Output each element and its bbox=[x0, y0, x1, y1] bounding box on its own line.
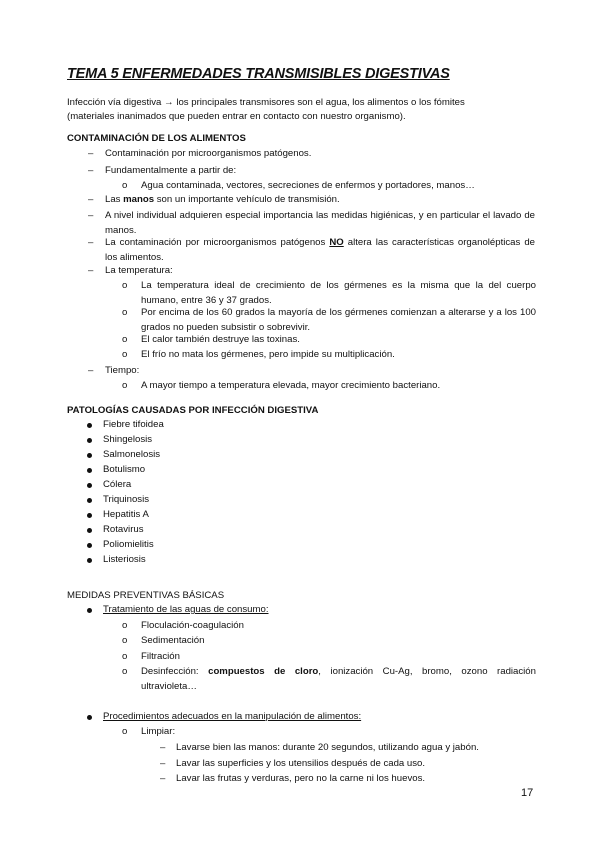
circle-marker: o bbox=[122, 307, 128, 318]
disease-item: Shingelosis bbox=[103, 434, 153, 445]
dash-marker: – bbox=[88, 194, 94, 205]
bullet-dot bbox=[87, 438, 92, 443]
bullet-dot bbox=[87, 608, 92, 613]
list-item: Contaminación por microorganismos patógenos. bbox=[105, 148, 312, 159]
list-item: Sedimentación bbox=[141, 635, 205, 646]
list-item: Tiempo: bbox=[105, 365, 140, 376]
bullet-dot bbox=[87, 715, 92, 720]
circle-marker: o bbox=[122, 380, 128, 391]
list-item: El calor también destruye las toxinas. bbox=[141, 334, 300, 345]
dash-marker: – bbox=[88, 237, 94, 248]
list-item: Lavarse bien las manos: durante 20 segundos, utilizando agua y jabón. bbox=[176, 742, 479, 753]
disease-item: Poliomielitis bbox=[103, 539, 154, 550]
page-number: 17 bbox=[521, 787, 534, 799]
circle-marker: o bbox=[122, 635, 128, 646]
bullet-dot bbox=[87, 483, 92, 488]
bullet-dot bbox=[87, 498, 92, 503]
dash-marker: – bbox=[88, 165, 94, 176]
disease-item: Salmonelosis bbox=[103, 449, 161, 460]
bullet-dot bbox=[87, 543, 92, 548]
section-heading-prevention: MEDIDAS PREVENTIVAS BÁSICAS bbox=[67, 590, 225, 601]
disease-item: Rotavirus bbox=[103, 524, 144, 535]
circle-marker: o bbox=[122, 280, 128, 291]
intro-line-2: (materiales inanimados que pueden entrar en contacto con nuestro organismo). bbox=[67, 111, 406, 122]
disease-item: Cólera bbox=[103, 479, 132, 490]
intro-line-1: Infección vía digestiva → los principales transmisores son el agua, los alimentos o los fómites bbox=[67, 97, 465, 108]
circle-marker: o bbox=[122, 726, 128, 737]
bullet-dot bbox=[87, 513, 92, 518]
list-item: Desinfección: compuestos de cloro, ionización Cu-Ag, bromo, ozono radiación ultravioleta… bbox=[141, 666, 536, 692]
bold-text: manos bbox=[123, 194, 155, 205]
circle-marker: o bbox=[122, 349, 128, 360]
dash-marker: – bbox=[88, 210, 94, 221]
list-item: Floculación-coagulación bbox=[141, 620, 244, 631]
list-item: Agua contaminada, vectores, secreciones de enfermos y portadores, manos… bbox=[141, 180, 475, 191]
circle-marker: o bbox=[122, 180, 128, 191]
dash-marker: – bbox=[88, 365, 94, 376]
list-item: La temperatura: bbox=[105, 265, 173, 276]
bold-text: compuestos de cloro bbox=[208, 666, 319, 677]
list-item: Filtración bbox=[141, 651, 180, 662]
subsection-heading-food: Procedimientos adecuados en la manipulación de alimentos: bbox=[103, 711, 362, 722]
list-item: La temperatura ideal de crecimiento de los gérmenes es la misma que la del cuerpo humano, entre 36 y 37 grados. bbox=[141, 280, 536, 306]
circle-marker: o bbox=[122, 651, 128, 662]
dash-marker: – bbox=[160, 742, 166, 753]
list-item: A mayor tiempo a temperatura elevada, mayor crecimiento bacteriano. bbox=[141, 380, 441, 391]
list-item: Por encima de los 60 grados la mayoría de los gérmenes comienzan a alterarse y a los 100 grados no pueden subsistir o sobrevivir. bbox=[141, 307, 536, 333]
list-item: Lavar las superficies y los utensilios después de cada uso. bbox=[176, 758, 426, 769]
bullet-dot bbox=[87, 453, 92, 458]
disease-item: Hepatitis A bbox=[103, 509, 149, 520]
disease-item: Listeriosis bbox=[103, 554, 146, 565]
page-title: TEMA 5 ENFERMEDADES TRANSMISIBLES DIGESTIVAS bbox=[67, 66, 450, 82]
dash-marker: – bbox=[88, 148, 94, 159]
dash-marker: – bbox=[160, 758, 166, 769]
list-item: Lavar las frutas y verduras, pero no la carne ni los huevos. bbox=[176, 773, 426, 784]
list-item: Las manos son un importante vehículo de transmisión. bbox=[105, 194, 340, 205]
bold-underlined-text: NO bbox=[329, 237, 344, 248]
circle-marker: o bbox=[122, 334, 128, 345]
dash-marker: – bbox=[88, 265, 94, 276]
list-item: Fundamentalmente a partir de: bbox=[105, 165, 237, 176]
bullet-dot bbox=[87, 468, 92, 473]
disease-item: Triquinosis bbox=[103, 494, 150, 505]
disease-item: Fiebre tifoidea bbox=[103, 419, 164, 430]
section-heading-pathologies: PATOLOGÍAS CAUSADAS POR INFECCIÓN DIGESTIVA bbox=[67, 405, 319, 416]
disease-item: Botulismo bbox=[103, 464, 146, 475]
circle-marker: o bbox=[122, 666, 128, 677]
list-item: Limpiar: bbox=[141, 726, 176, 737]
intro-paragraph bbox=[67, 96, 537, 124]
section-heading-contamination: CONTAMINACIÓN DE LOS ALIMENTOS bbox=[67, 133, 246, 144]
list-item: La contaminación por microorganismos patógenos NO altera las características organolépticas de los alimentos. bbox=[105, 237, 535, 263]
dash-marker: – bbox=[160, 773, 166, 784]
bullet-dot bbox=[87, 528, 92, 533]
list-item: El frío no mata los gérmenes, pero impide su multiplicación. bbox=[141, 349, 395, 360]
bullet-dot bbox=[87, 558, 92, 563]
circle-marker: o bbox=[122, 620, 128, 631]
bullet-dot bbox=[87, 423, 92, 428]
subsection-heading-water: Tratamiento de las aguas de consumo: bbox=[103, 604, 269, 615]
list-item: A nivel individual adquieren especial importancia las medidas higiénicas, y en particular el lavado de manos. bbox=[105, 210, 535, 236]
